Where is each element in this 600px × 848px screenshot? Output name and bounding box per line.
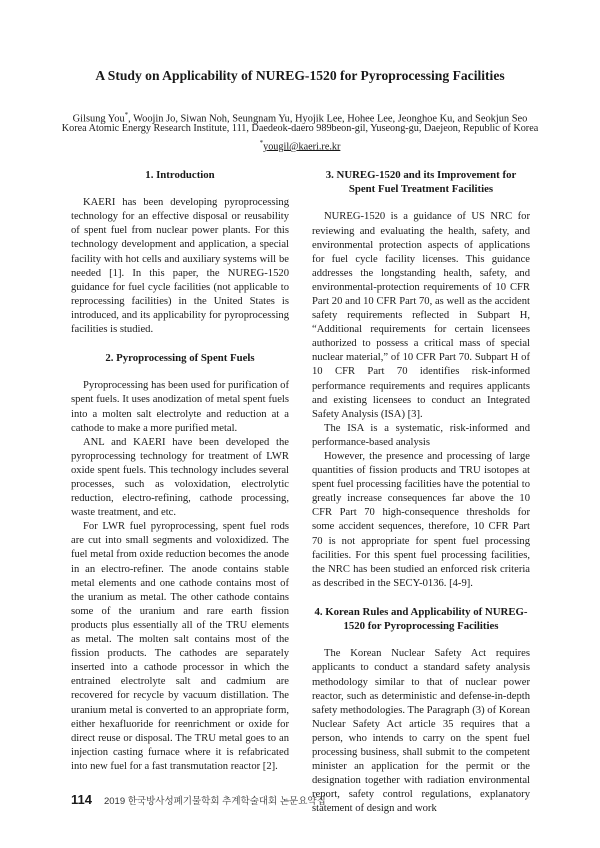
corresponding-mark: *: [124, 111, 129, 119]
proceedings-title: 2019 한국방사성폐기물학회 추계학술대회 논문요약집: [103, 796, 326, 807]
section-2-paragraph-3: For LWR fuel pyroprocessing, spent fuel rods are cut into small segments and voloxidized. The fuel metal from oxide reduction becomes the anode in an electro-refiner. The anode contains stable metal elements and one cathode contains most of the uranium as metal. The other cathode contains some of the uranium and rare earth fission products plus essentially all of the TRU elements as metal. The molten salt contains most of the fission products. The cathodes are separately inserted into a cathode processor in which the entrained electrolyte salt and cadmium are recovered for recycle by vacuum distillation. The uranium metal is converted to an appropriate form, either hexafluoride for reenrichment or oxide for direct reuse or disposal. The TRU metal goes to an injection casting furnace where it is refabricated into new fuel for a fast transmutation reactor [2].: [71, 521, 289, 772]
section-2-paragraph-2: ANL and KAERI have been developed the pyroprocessing technology for treatment of LWR oxide spent fuels. This technology includes several processes, such as voloxidation, electrolytic reduction, electro-refining, cathode processing, waste treatment, and etc.: [71, 436, 289, 519]
left-column: [71, 168, 289, 774]
email-link[interactable]: yougil@kaeri.re.kr: [263, 141, 341, 153]
section-3-paragraph-1: NUREG-1520 is a guidance of US NRC for reviewing and evaluating the health, safety, and environmental protection aspects of applications for fuel cycle facility licenses. This guidance addresses the longstanding health, safety, and environmental-protection requirements of 10 CFR Part 20 and 10 CFR Part 70, as well as the accident safety requirements reflected in Subpart H, “Additional requirements for certain licensees authorized to possess a critical mass of special nuclear material,” of 10 CFR Part 70. Subpart H of 10 CFR Part 70 identifies risk-informed performance requirements and requires applicants and existing licensees to conduct an Integrated Safety Analysis (ISA) [3].: [312, 211, 530, 420]
right-column: [312, 168, 530, 816]
section-1-paragraph: KAERI has been developing pyroprocessing technology for an effective disposal or reusability of spent fuel from nuclear power plants. For this technology development and application, a special facility with hot cells and auxiliary systems will be needed [1]. In this paper, the NUREG-1520 guidance for fuel cycle facilities (not applicable to reprocessing facilities) in the United States is introduced, and its applicability for pyroprocessing facilities is studied.: [71, 197, 289, 336]
section-3-title: 3. NUREG-1520 and its Improvement for Spent Fuel Treatment Facilities: [325, 169, 517, 196]
section-4-paragraph-1: The Korean Nuclear Safety Act requires applicants to conduct a standard safety analysis methodology similar to that of nuclear power reactor, such as deterministic and defense-in-depth safety methodologies. The Paragraph (3) of Korean Nuclear Safety Act article 35 requires that a person, who intends to carry on the spent fuel processing business, shall submit to the competent minister an application for the permit or the designation together with radiation environmental report, safety control regulations, explanatory statement of design and work: [312, 648, 530, 815]
paper-title: A Study on Applicability of NUREG-1520 for Pyroprocessing Facilities: [95, 68, 505, 83]
section-4-title: 4. Korean Rules and Applicability of NUREG-1520 for Pyroprocessing Facilities: [314, 605, 528, 633]
page-footer: [71, 792, 326, 807]
section-3-paragraph-2: The ISA is a systematic, risk-informed and performance-based analysis: [312, 422, 530, 448]
page-number: 114: [71, 792, 92, 807]
email-line: [0, 136, 600, 154]
section-3-paragraph-3: However, the presence and processing of large quantities of fission products and TRU isotopes at spent fuel processing facilities have the potential to greatly increase consequences far above the 10 CFR Part 70 high-consequence thresholds for some accident sequences, therefore, 10 CFR Part 70 is not appropriate for spent fuel processing facilities. For this spent fuel processing facilities, the NRC has been studied an enforced risk criteria as described in the SECY-0136. [4-9].: [312, 451, 530, 589]
section-2-title: 2. Pyroprocessing of Spent Fuels: [105, 352, 255, 365]
email-mark: *: [259, 139, 264, 147]
spacer: [312, 591, 530, 605]
affiliation: Korea Atomic Energy Research Institute, 111, Daedeok-daero 989beon-gil, Yuseong-gu, Daejeon, Republic of Korea: [61, 123, 539, 134]
spacer: [71, 337, 289, 351]
section-1-title: 1. Introduction: [145, 169, 215, 181]
authors-rest: , Woojin Jo, Siwan Noh, Seungnam Yu, Hyojik Lee, Hohee Lee, Jeonghoe Ku, and Seokjun Seo: [128, 113, 528, 125]
section-2-paragraph-1: Pyroprocessing has been used for purification of spent fuels. It uses anodization of metal spent fuels into a molten salt electrolyte and reduction at a cathode to make a more purified metal.: [71, 380, 289, 434]
authors-lead: Gilsung You: [72, 113, 125, 125]
